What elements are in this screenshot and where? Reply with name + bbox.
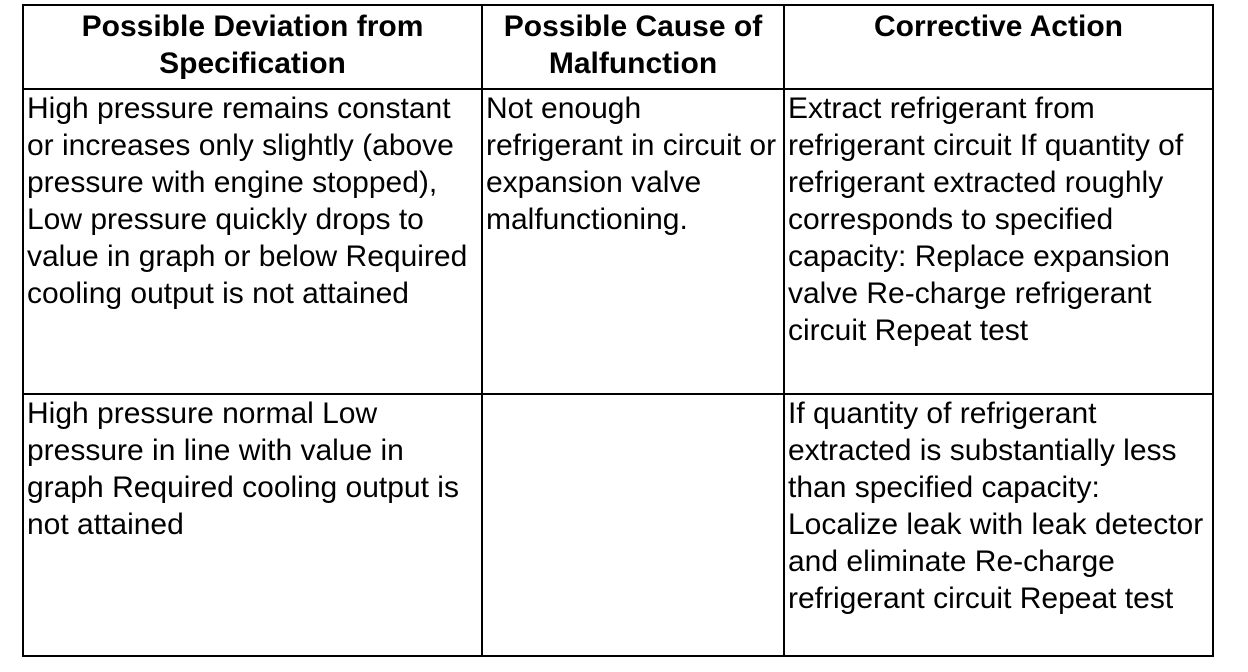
cell-cause: Not enough refrigerant in circuit or expansion valve malfunctioning.	[482, 89, 784, 394]
header-corrective-action: Corrective Action	[784, 5, 1213, 89]
cell-deviation: High pressure remains constant or increases only slightly (above pressure with engine stopped), Low pressure quickly drops to value in graph or below Required cooling output is not attained	[23, 89, 482, 394]
table-row	[23, 89, 1213, 394]
header-deviation: Possible Deviation from Specification	[23, 5, 482, 89]
table-row	[23, 394, 1213, 656]
cell-cause	[482, 394, 784, 656]
diagnosis-table	[22, 4, 1214, 657]
table-header-row	[23, 5, 1213, 89]
cell-corrective-action: If quantity of refrigerant extracted is substantially less than specified capacity: Localize leak with leak detector and eliminate Re-charge refrigerant circuit Repeat test	[784, 394, 1213, 656]
cell-corrective-action: Extract refrigerant from refrigerant circuit If quantity of refrigerant extracted roughly corresponds to specified capacity: Replace expansion valve Re-charge refrigerant circuit Repeat test	[784, 89, 1213, 394]
header-cause: Possible Cause of Malfunction	[482, 5, 784, 89]
cell-deviation: High pressure normal Low pressure in line with value in graph Required cooling output is not attained	[23, 394, 482, 656]
